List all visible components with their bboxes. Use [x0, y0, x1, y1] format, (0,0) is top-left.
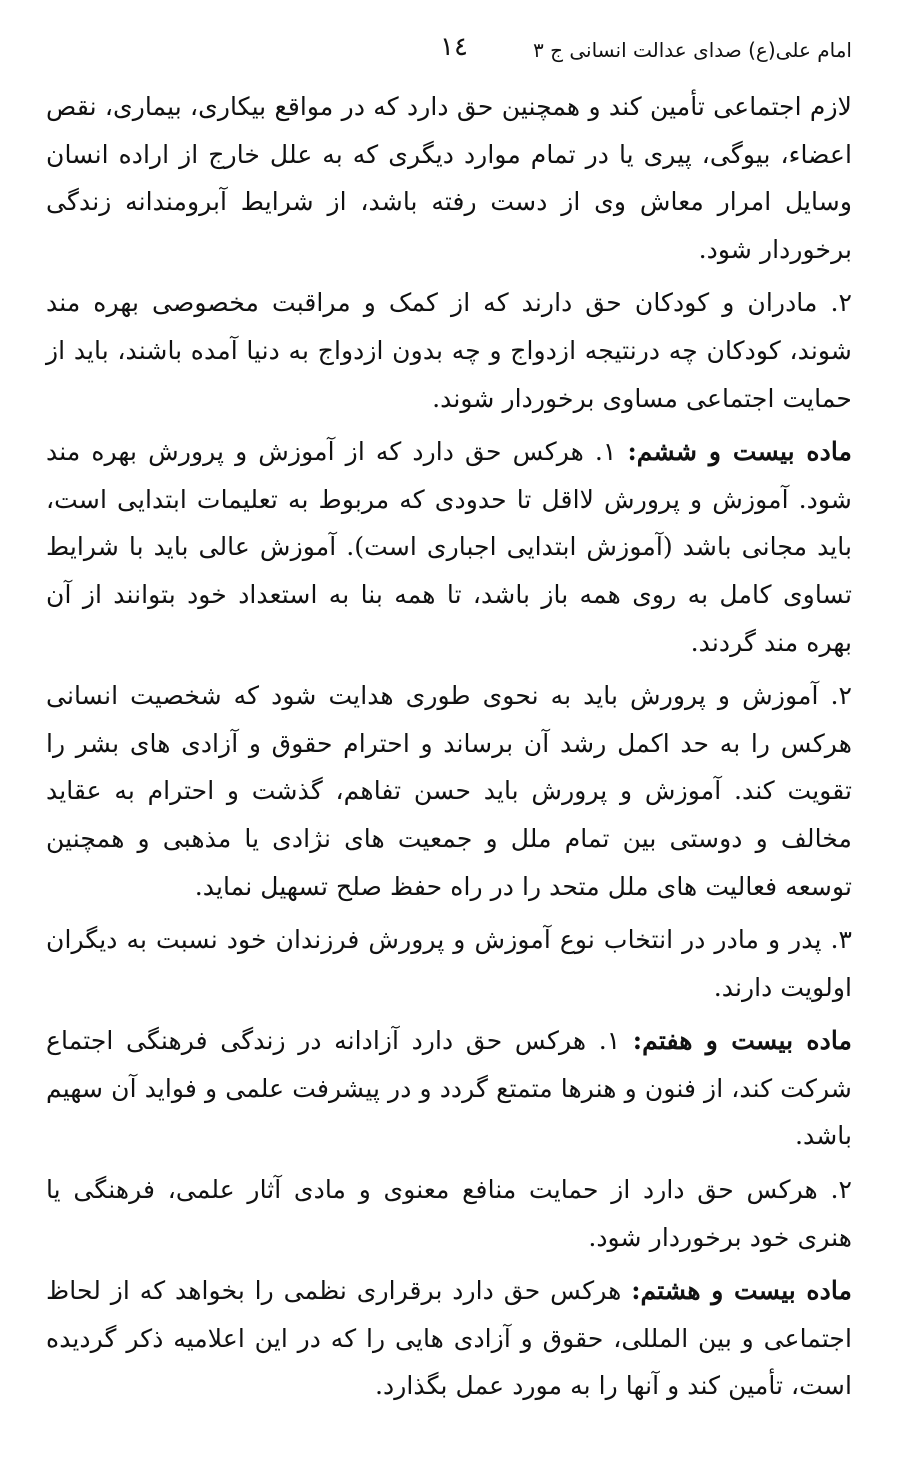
paragraph-text: ۲. آموزش و پرورش باید به نحوی طوری هدایت شود که شخصیت انسانی هرکس را به حد اکمل رشد آن برساند و احترام حقوق و آزادی های بشر را تقویت کند. آموزش و پرورش باید حسن تفاهم، گذشت و احترام به عقاید مخالف و دوستی بین تمام ملل و جمعیت های نژادی یا مذهبی و همچنین توسعه فعالیت های ملل متحد را در راه حفظ صلح تسهیل نماید. — [46, 681, 852, 901]
paragraph — [46, 672, 852, 910]
paragraph-text: هرکس حق دارد برقراری نظمی را بخواهد که از لحاظ اجتماعی و بین المللی، حقوق و آزادی هایی را که در این اعلامیه ذکر گردیده است، تأمین کند و آنها را به مورد عمل بگذارد. — [46, 1276, 852, 1401]
paragraph-text: ۲. هرکس حق دارد از حمایت منافع معنوی و مادی آثار علمی، فرهنگی یا هنری خود برخوردار شود. — [46, 1175, 852, 1252]
paragraph — [46, 1166, 852, 1261]
paragraph — [46, 916, 852, 1011]
article-heading: ماده بیست و هشتم: — [631, 1275, 852, 1306]
page-number: ۱٤ — [440, 32, 468, 62]
running-title: امام علی(ع) صدای عدالت انسانی ج ۳ — [532, 38, 852, 62]
article-heading: ماده بیست و ششم: — [627, 436, 853, 467]
paragraph-text: لازم اجتماعی تأمین کند و همچنین حق دارد که در مواقع بیکاری، بیماری، نقص اعضاء، بیوگی، پیری یا در تمام موارد دیگری که به علل خارج از اراده انسان وسایل امرار معاش وی از دست رفته باشد، از شرایط آبرومندانه زندگی برخوردار شود. — [46, 92, 852, 264]
page-header — [40, 30, 852, 70]
paragraph — [46, 1267, 852, 1410]
paragraph — [46, 279, 852, 422]
article-heading: ماده بیست و هفتم: — [632, 1025, 852, 1056]
paragraph — [46, 83, 852, 273]
paragraph-text: ۱. هرکس حق دارد که از آموزش و پرورش بهره مند شود. آموزش و پرورش لااقل تا حدودی که مربوط به تعلیمات ابتدایی است، باید مجانی باشد (آموزش ابتدایی اجباری است). آموزش عالی باید با شرایط تساوی کامل به روی همه باز باشد، تا همه بنا به استعداد خود بتوانند از آن بهره مند گردند. — [46, 437, 852, 657]
paragraph-text: ۳. پدر و مادر در انتخاب نوع آموزش و پرورش فرزندان خود نسبت به دیگران اولویت دارند. — [46, 925, 852, 1002]
paragraph — [46, 428, 852, 666]
paragraph — [46, 1017, 852, 1160]
page-body — [46, 83, 852, 1416]
paragraph-text: ۱. هرکس حق دارد آزادانه در زندگی فرهنگی اجتماع شرکت کند، از فنون و هنرها متمتع گردد و در پیشرفت علمی و فواید آن سهیم باشد. — [46, 1026, 852, 1151]
paragraph-text: ۲. مادران و کودکان حق دارند که از کمک و مراقبت مخصوصی بهره مند شوند، کودکان چه درنتیجه ازدواج و چه بدون ازدواج به دنیا آمده باشند، باید از حمایت اجتماعی مساوی برخوردار شوند. — [46, 288, 852, 413]
